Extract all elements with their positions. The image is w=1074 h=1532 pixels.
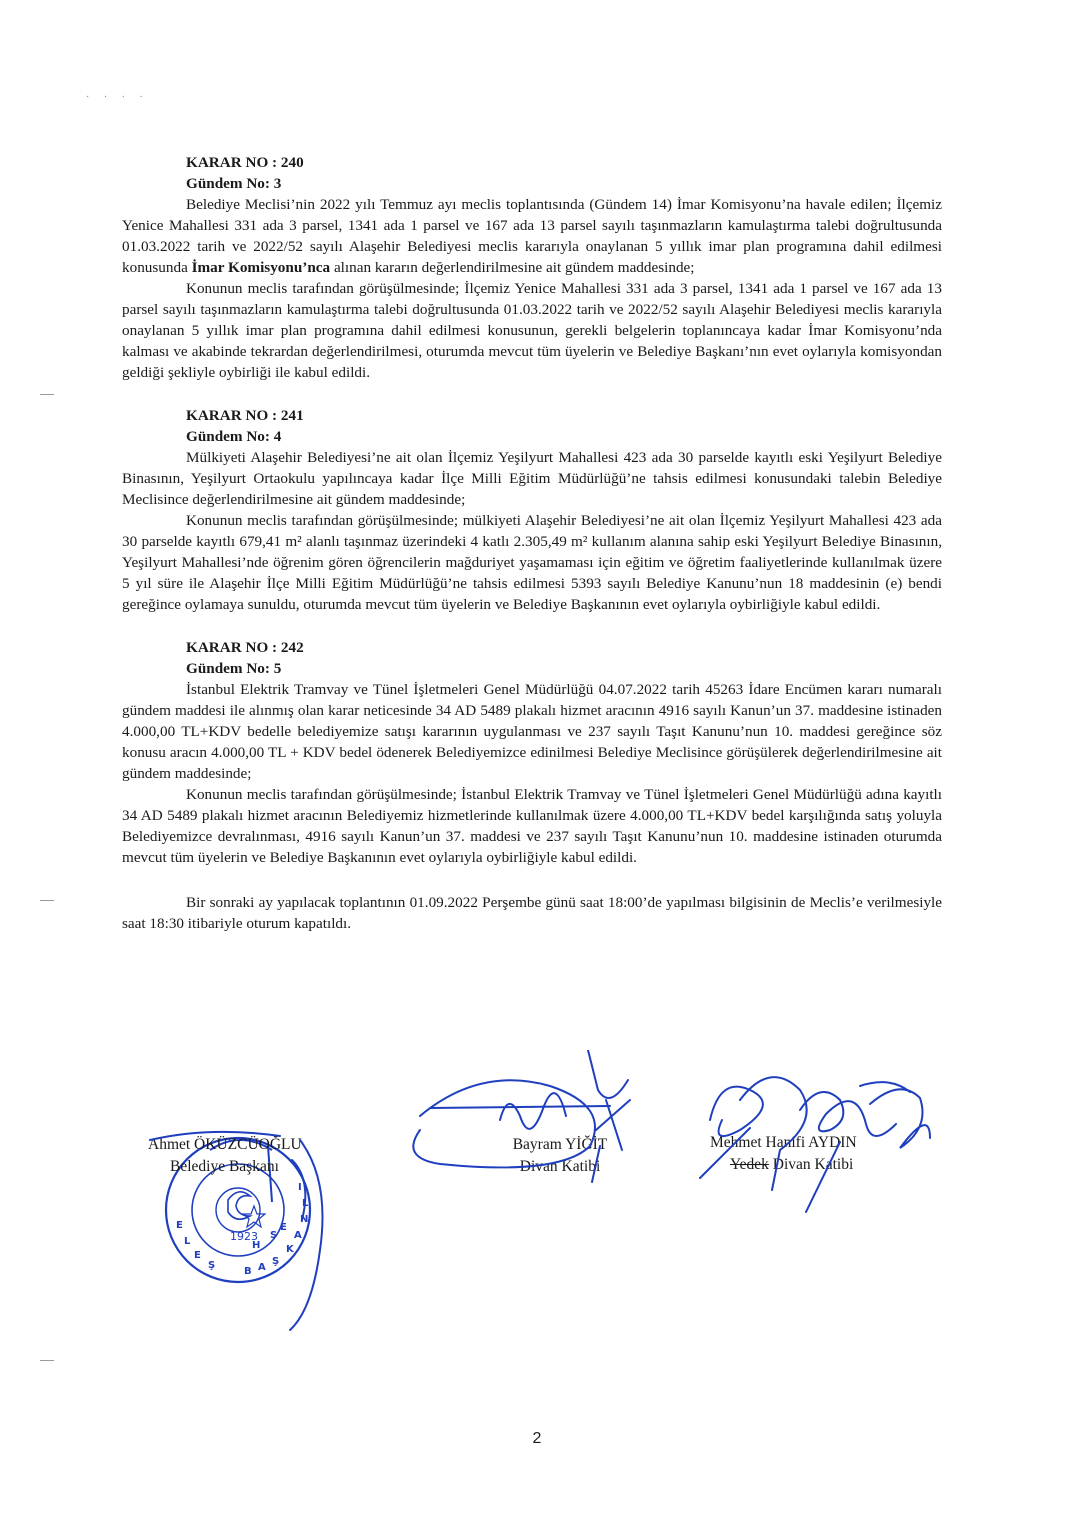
decisions-body [122,152,942,934]
signature-area [0,1050,1074,1350]
agenda-number: Gündem No: 4 [186,428,282,445]
decision-paragraph [122,194,942,278]
title-text: Divan Katibi [768,1156,854,1173]
svg-text:Ş: Ş [208,1260,216,1271]
svg-text:N: N [300,1214,309,1225]
svg-text:E: E [176,1220,183,1231]
paragraph-bold-text: İmar Komisyonu’nca [191,259,331,276]
svg-text:L: L [184,1236,191,1247]
decision-number: KARAR NO : 242 [186,639,304,656]
svg-text:E: E [280,1222,287,1233]
svg-text:B: B [244,1266,252,1277]
scan-edge-mark [40,394,54,395]
mayor-title: Belediye Başkanı [170,1158,279,1175]
page-number: 2 [532,1430,542,1447]
decision-paragraph: Konunun meclis tarafından görüşülmesinde; İstanbul Elektrik Tramvay ve Tünel İşletmeleri Genel Müdürlüğü adına kayıtlı 34 AD 5489 plakalı hizmet aracının Belediyemiz hizmetlerinde kullanılmak üzere 4.000,00 TL+KDV bedel karşılığında satış yoluyla Belediyemizce devralınması, 4916 sayılı Kanun’un 37. maddesi ve 237 sayılı Taşıt Kanunu’nun 10. maddesine istinaden oturumda mevcut tüm üyelerin ve Belediye Başkanının evet oylarıyla oybirliğiyle kabul edildi. [122,786,942,866]
agenda-number: Gündem No: 3 [186,175,282,192]
decision-number: KARAR NO : 240 [186,154,304,171]
agenda-number: Gündem No: 5 [186,660,282,677]
svg-text:S: S [270,1230,278,1241]
scan-edge-mark [40,900,54,901]
decision-paragraph: Mülkiyeti Alaşehir Belediyesi’ne ait olan İlçemiz Yeşilyurt Mahallesi 423 ada 30 parselde kayıtlı eski Yeşilyurt Belediye Binasının, Yeşilyurt Ortaokulu yapılıncaya kadar İlçe Milli Eğitim Müdürlüğü’ne tahsis edilmesi konusundaki talebin Belediye Meclisince değerlendirilmesine ait gündem maddesinde; [122,449,942,508]
svg-text:A: A [294,1230,302,1241]
svg-text:H: H [252,1240,261,1251]
handwritten-signatures [0,1050,1074,1350]
scan-edge-mark [40,1360,54,1361]
paragraph-text: Belediye Meclisi’nin 2022 yılı Temmuz ayı meclis toplantısında (Gündem 14) İmar Komisyonu’na havale edilen; İlçemiz Yenice Mahallesi 331 ada 3 parsel, 1341 ada 1 parsel ve 167 ada 13 parsel sayılı taşınmazların kamulaştırma talebi doğrultusunda 01.03.2022 tarih ve 2022/52 sayılı Alaşehir Belediyesi meclis kararıyla onaylanan 5 yıllık imar plan programına dahil edilmesi konusunda [122,196,942,276]
clerk-name: Bayram YİĞİT [512,1136,608,1153]
clerk-title: Divan Katibi [519,1158,601,1175]
svg-text:A: A [258,1262,266,1273]
paragraph-text: alınan kararın değerlendirilmesine ait gündem maddesinde; [333,259,695,276]
svg-text:K: K [286,1244,294,1255]
decision-241 [122,405,942,615]
mayor-name: Ahmet ÖKÜZCÜOĞLU [148,1136,302,1153]
svg-text:L: L [302,1198,309,1209]
svg-text:1923: 1923 [230,1230,258,1243]
svg-text:E: E [194,1250,201,1261]
closing-paragraph: Bir sonraki ay yapılacak toplantının 01.09.2022 Perşembe günü saat 18:00’de yapılması bilgisinin de Meclis’e verilmesiyle saat 18:30 itibariyle oturum kapatıldı. [122,894,942,932]
decision-paragraph: İstanbul Elektrik Tramvay ve Tünel İşletmeleri Genel Müdürlüğü 04.07.2022 tarih 45263 İdare Encümen kararı numaralı gündem maddesi ile alınmış olan karar neticesinde 34 AD 5489 plakalı hizmet aracının 4916 sayılı Kanun’un 37. maddesine istinaden 4.000,00 TL+KDV bedelle belediyemize satışı kararının uygulanması ve 237 sayılı Taşıt Kanunu’nun 10. maddesi gereğince söz konusu aracın 4.000,00 TL + KDV bedel ödenerek Belediyemizce edinilmesi Belediye Meclisince görüşülerek değerlendirilmesine ait gündem maddesinde; [122,681,942,782]
scan-specks: · · · · [86,92,149,103]
struck-text: Yedek [730,1156,769,1173]
reserve-clerk-name: Mehmet Hanifi AYDIN [710,1134,857,1151]
decision-240 [122,152,942,383]
svg-text:I: I [298,1182,302,1193]
decision-242 [122,637,942,868]
decision-paragraph: Konunun meclis tarafından görüşülmesinde; mülkiyeti Alaşehir Belediyesi’ne ait olan İlçemiz Yeşilyurt Mahallesi 423 ada 30 parselde kayıtlı 679,41 m² alanlı taşınmaz üzerindeki 4 katlı 2.305,49 m² kullanım alanına sahip eski Yeşilyurt Belediye Binasının, Yeşilyurt Mahallesi’nde öğrenim gören öğrencilerin mağduriyet yaşamaması için eğitim ve öğretim faaliyetlerinde kullanılmak üzere 5 yıl süre ile Alaşehir İlçe Milli Eğitim Müdürlüğü’ne tahsis edilmesi 5393 sayılı Belediye Kanunu’nun 18 maddesinin (e) bendi gereğince oylamaya sunuldu, oturumda mevcut tüm üyelerin ve Belediye Başkanının evet oylarıyla oybirliğiyle kabul edildi. [122,512,942,613]
decision-paragraph: Konunun meclis tarafından görüşülmesinde; İlçemiz Yenice Mahallesi 331 ada 3 parsel, 1341 ada 1 parsel ve 167 ada 13 parsel sayılı taşınmazların kamulaştırma talebi doğrultusunda 01.03.2022 tarih ve 2022/52 sayılı Alaşehir Belediyesi meclis kararıyla onaylanan 5 yıllık imar plan programına dahil edilmesi konusunun, gerekli belgelerin toplanıncaya kadar İmar Komisyonu’nda kalması ve akabinde tekrardan değerlendirilmesi, oturumda mevcut tüm üyelerin ve Belediye Başkanı’nın evet oylarıyla komisyondan geldiği şekliyle oybirliği ile kabul edildi. [122,280,942,381]
decision-number: KARAR NO : 241 [186,407,304,424]
svg-text:Ş: Ş [272,1256,280,1267]
